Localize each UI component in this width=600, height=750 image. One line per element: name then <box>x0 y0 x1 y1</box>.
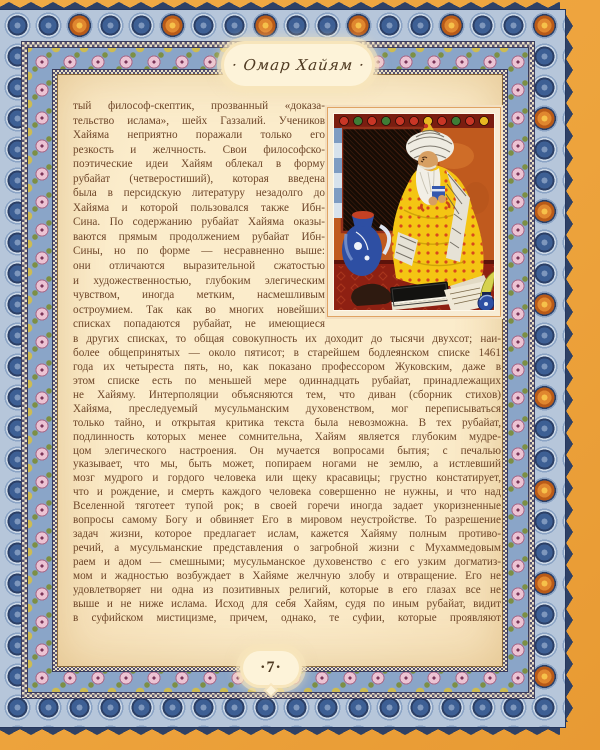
text-line: Сина. По содержанию рубайат Хайяма оказы- <box>73 216 325 229</box>
text-line: в других списках, то общая совокупность их доходит до тысячи двухсот; наи- <box>73 333 501 345</box>
page-number: ·7· <box>260 659 282 676</box>
text-line: раем и адом — смешными; мусульманское духовенство с его узким догматиз- <box>73 556 501 568</box>
text-line: выше и не ниже ислама. Исход для себя Хайям, судя по иным рубайат, видит <box>73 597 501 610</box>
text-line: Хайяма, преследуемый мусульманским духовенством, мог переписываться <box>73 402 501 415</box>
text-line: в суфийском мистицизме, причем, однако, те суфии, которые проявляют <box>73 611 501 624</box>
border-fringe-bottom <box>0 728 560 735</box>
text-line: Вселенной тяготеет тупой рок; в своей горечи иногда задает укоризненные <box>73 500 501 513</box>
text-line: цом элегического настроения. Он мучается вопросами бытия; с печалью <box>73 444 501 457</box>
text-line: Хайяма неприятно поражали только его <box>73 129 325 142</box>
text-line: речий, а мусульманские представления о загробной жизни с Мухаммедовым <box>73 542 501 555</box>
illustration-miniature <box>334 114 494 310</box>
text-line: что и рождение, и смерть каждого человека совершенно не нужны, и что над <box>73 486 501 499</box>
border-fringe-right <box>566 15 573 722</box>
text-line: рубайат (четверостиший), которая введена <box>73 172 325 185</box>
title-cartouche <box>224 44 372 86</box>
text-line: не Хайяму. Интерполяции объясняются тем, что диван (сборник стихов) <box>73 388 501 401</box>
text-line: года их четыреста пять, но, как показано профессором Жуковским, даже в <box>73 360 501 373</box>
text-line: тельство ислама», шейх Газзалий. Учеников <box>73 114 325 127</box>
text-line: мозг мудрого и гордого человека или щеку красавицы; грустно констатирует, <box>73 472 501 485</box>
left-column <box>334 128 342 218</box>
body-text-narrow-column <box>73 99 325 332</box>
text-line: указывает, что мы, быть может, попираем ногами не землю, а истлевший <box>73 458 501 471</box>
text-line: ваются прямым продолжением рубайат Ибн- <box>73 230 325 243</box>
text-line: только тайно, и открытая критика текста была невозможна. В тех рубайат, <box>73 416 501 429</box>
illustration-frame <box>327 107 501 317</box>
text-line: и художественностью, глубоким элегическим <box>73 274 325 287</box>
body-text-wide-column <box>73 333 501 626</box>
text-line: была в персидскую литературу незадолго до <box>73 187 325 200</box>
border-fringe-top <box>0 2 560 9</box>
text-line: удовлетворяет ни одна из позитивных религий, которые в его глазах все не <box>73 583 501 596</box>
text-line: подлинность которых менее сомнительна, Хайям является глубоким мудре- <box>73 430 501 443</box>
page-title: · Омар Хайям · <box>230 56 366 74</box>
text-line: более общепринятых — около пятисот; в старейшем бодлеянском списке 1461 <box>73 346 501 359</box>
text-line: поэтические идеи Хайям облекал в форму <box>73 158 325 171</box>
text-line: списках попадаются рубайат, не имеющиеся <box>73 318 325 331</box>
page-number-cartouche <box>243 651 299 685</box>
text-line: мом и жадностью возбуждает в Хайяме желчную злобу и отвращение. Его не <box>73 569 501 582</box>
text-line: чувством, иногда метким, насмешливым <box>73 289 325 302</box>
text-line: Сины, но по форме — несравненно выше: <box>73 245 325 258</box>
text-line: задач жизни, которое предлагает ислам, кажется Хайяму полным противо- <box>73 528 501 541</box>
text-line: резкость и желчность. Свои философско- <box>73 143 325 156</box>
text-line: вопросы самому Богу и обвиняет Его в мировом неустройстве. То разрешение <box>73 514 501 527</box>
text-line: Хайяма и которой пользовался также Ибн- <box>73 201 325 214</box>
text-line: они отличаются выразительной сжатостью <box>73 260 325 273</box>
text-line: этом списке есть по меньшей мере одиннадцать рубайат, принадлежащих <box>73 374 501 387</box>
text-line: тый философ-скептик, прозванный «доказа- <box>73 100 325 112</box>
text-line: остроумием. Так как во многих новейших <box>73 303 325 316</box>
